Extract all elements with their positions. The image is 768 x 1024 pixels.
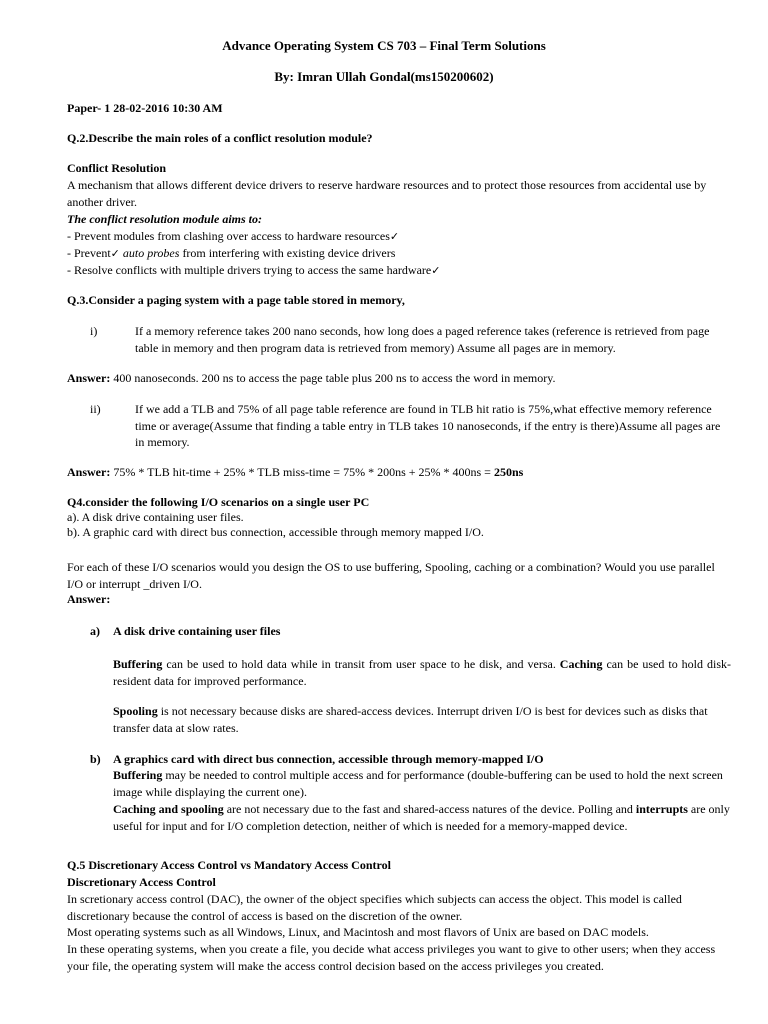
q5-heading: Discretionary Access Control	[67, 875, 216, 889]
q2-body: A mechanism that allows different device drivers to reserve hardware resources and to protect those resources from accidental use by another driver.	[67, 178, 707, 209]
q4-b-caching-spooling-term: Caching and spooling	[113, 802, 224, 816]
q2-bullet-2-post: from interfering with existing device drivers	[179, 246, 396, 260]
q3-answer-1-label: Answer:	[67, 371, 111, 385]
q2-bullet-1	[67, 228, 731, 246]
q4-b-number: b)	[90, 752, 101, 766]
q2-bullet-2-pre: - Prevent ✓	[67, 246, 120, 260]
document-author: By: Imran Ullah Gondal(ms150200602)	[274, 69, 494, 84]
q3-question: Q.3.Consider a paging system with a page table stored in memory,	[67, 293, 405, 307]
q2-bullet-3	[67, 262, 731, 280]
q4-question: Q4.consider the following I/O scenarios on a single user PC	[67, 495, 370, 509]
q4-answer-label: Answer:	[67, 592, 111, 606]
q5-question: Q.5 Discretionary Access Control vs Mandatory Access Control	[67, 858, 391, 872]
q2-bullet-2-em: auto probes	[119, 246, 180, 260]
q4-a-spooling	[113, 703, 731, 736]
q4-a-buffering-text-2: can be used to hold disk-resident data for improved performance.	[113, 657, 731, 688]
q4-a-buffering-term: Buffering	[113, 657, 163, 671]
q4-a-buffering	[113, 656, 731, 689]
q4-scenario-b: b). A graphic card with direct bus connection, accessible through memory mapped I/O.	[67, 525, 484, 539]
q4-b-interrupts-term: interrupts	[635, 802, 688, 816]
q5-paragraph-3: In these operating systems, when you create a file, you decide what access privileges you want to give to other users; when they access your file, the operating system will make the access control decision based on the access privileges you created.	[67, 942, 716, 973]
q4-b-caching-spooling	[113, 801, 731, 834]
q4-b-caching-spooling-text-2: are only useful for input and for I/O completion detection, neither of which is needed for a memory-mapped device.	[113, 802, 730, 833]
q3-i-text: If a memory reference takes 200 nano seconds, how long does a paged reference takes (reference is retrieved from page table in memory and then program data is retrieved from memory) Assume all pages are in memory.	[135, 324, 710, 355]
q3-answer-2	[67, 464, 731, 481]
q3-answer-1	[67, 370, 731, 387]
q4-b-buffering	[113, 767, 731, 800]
q4-scenario-a: a). A disk drive containing user files.	[67, 510, 244, 524]
q4-a-number: a)	[90, 624, 100, 638]
q2-question: Q.2.Describe the main roles of a conflict resolution module?	[67, 131, 373, 145]
q4-b-buffering-text: may be needed to control multiple access and for performance (double-buffering can be used to hold the next screen image while displaying the current one).	[113, 768, 723, 799]
q3-answer-2-label: Answer:	[67, 465, 111, 479]
q4-a-heading: A disk drive containing user files	[113, 624, 281, 638]
q4-b-caching-spooling-text-1: are not necessary due to the fast and shared-access natures of the device. Polling and	[223, 802, 636, 816]
q4-a-spooling-text: is not necessary because disks are shared-access devices. Interrupt driven I/O is best for devices such as disks that transfer data at slow rates.	[113, 704, 708, 735]
q5-paragraph-1: In scretionary access control (DAC), the owner of the object specifies which subjects can access the object. This model is called discretionary because the control of access is based on the discretion of the owner.	[67, 892, 682, 923]
q2-bullet-1-text: - Prevent modules from clashing over access to hardware resources ✓	[67, 229, 399, 243]
q2-bullet-2	[67, 245, 731, 263]
document-title: Advance Operating System CS 703 – Final Term Solutions	[222, 38, 546, 53]
q3-i-number: i)	[90, 324, 98, 338]
q4-paragraph: For each of these I/O scenarios would you design the OS to use buffering, Spooling, caching or a combination? Would you use parallel I/O or interrupt _driven I/O.	[67, 560, 715, 591]
q3-answer-1-text: 400 nanoseconds. 200 ns to access the page table plus 200 ns to access the word in memory.	[110, 371, 556, 385]
q4-b-buffering-term: Buffering	[113, 768, 163, 782]
q4-a-spooling-term: Spooling	[113, 704, 158, 718]
q3-answer-2-text: 75% * TLB hit-time + 25% * TLB miss-time = 75% * 200ns + 25% * 400ns =	[110, 465, 494, 479]
q3-ii-number: ii)	[90, 402, 101, 416]
q5-paragraph-2: Most operating systems such as all Windows, Linux, and Macintosh and most flavors of Unix are based on DAC models.	[67, 925, 649, 939]
q3-answer-2-result: 250ns	[493, 465, 524, 479]
q4-a-caching-term: Caching	[559, 657, 603, 671]
q4-b-heading: A graphics card with direct bus connection, accessible through memory-mapped I/O	[113, 752, 544, 766]
q2-aims: The conflict resolution module aims to:	[67, 212, 263, 226]
q2-bullet-3-text: - Resolve conflicts with multiple drivers trying to access the same hardware ✓	[67, 263, 440, 277]
q2-heading: Conflict Resolution	[67, 161, 166, 175]
q3-ii-text: If we add a TLB and 75% of all page table reference are found in TLB hit ratio is 75%,what effective memory reference time or average(Assume that finding a table entry in TLB takes 10 nanoseconds, if the entry is there)Assume all pages are in memory.	[135, 402, 721, 449]
q4-a-buffering-text-1: can be used to hold data while in transit from user space to he disk, and versa.	[162, 657, 560, 671]
paper-line: Paper- 1 28-02-2016 10:30 AM	[67, 101, 223, 115]
